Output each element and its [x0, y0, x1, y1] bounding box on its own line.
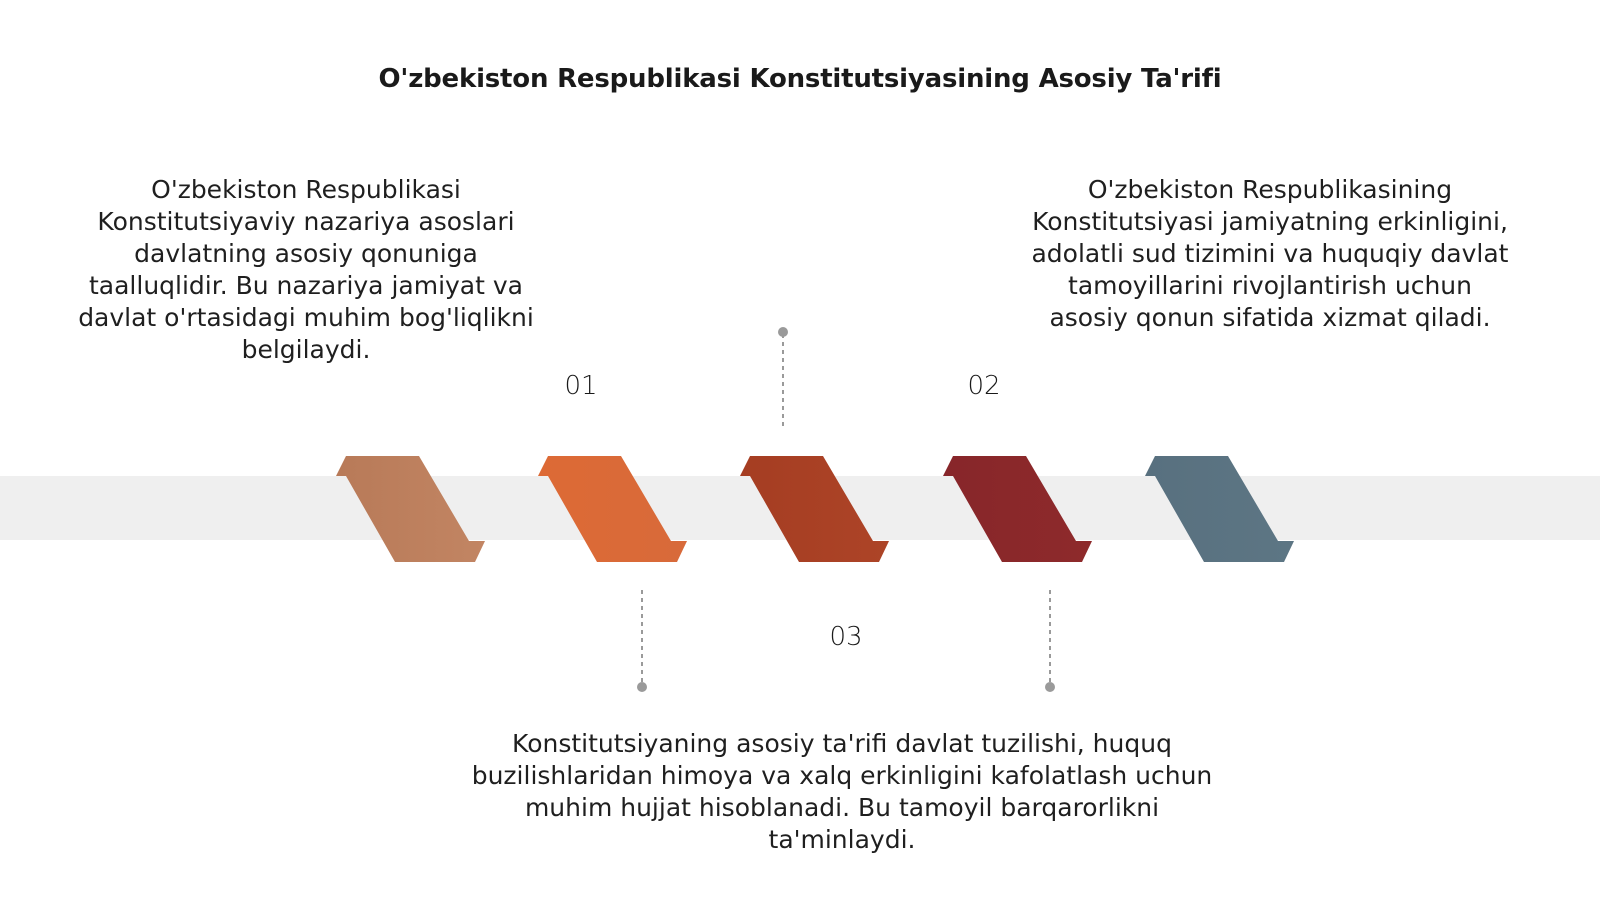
chevron-5 — [1145, 456, 1294, 562]
step-number-1: 01 — [564, 371, 598, 401]
step-text-1: O'zbekiston Respublikasi Konstitutsiyaviy nazariya asoslari davlatning asosiy qonuniga taalluqlidir. Bu nazariya jamiyat va davlat o'rtasidagi muhim bog'liqlikni belgilaydi. — [78, 175, 534, 364]
chevron-3 — [740, 456, 889, 562]
step-text-3: Konstitutsiyaning asosiy ta'rifi davlat tuzilishi, huquq buzilishlaridan himoya va xalq erkinligini kafolatlash uchun muhim hujjat hisoblanadi. Bu tamoyil barqarorlikni ta'minlaydi. — [471, 729, 1213, 854]
step-number-3: 03 — [829, 622, 863, 652]
chevron-2 — [538, 456, 687, 562]
page-title: O'zbekiston Respublikasi Konstitutsiyasining Asosiy Ta'rifi — [378, 64, 1222, 94]
chevron-1 — [336, 456, 485, 562]
step-text-2: O'zbekiston Respublikasining Konstitutsiyasi jamiyatning erkinligini, adolatli sud tizimini va huquqiy davlat tamoyillarini rivojlantirish uchun asosiy qonun sifatida xizmat qiladi. — [1031, 175, 1509, 332]
step-number-2: 02 — [967, 371, 1001, 401]
connector-bottom-right — [1045, 590, 1055, 692]
chevron-4 — [943, 456, 1092, 562]
connector-bottom-left — [637, 590, 647, 692]
connector-top — [778, 327, 788, 430]
